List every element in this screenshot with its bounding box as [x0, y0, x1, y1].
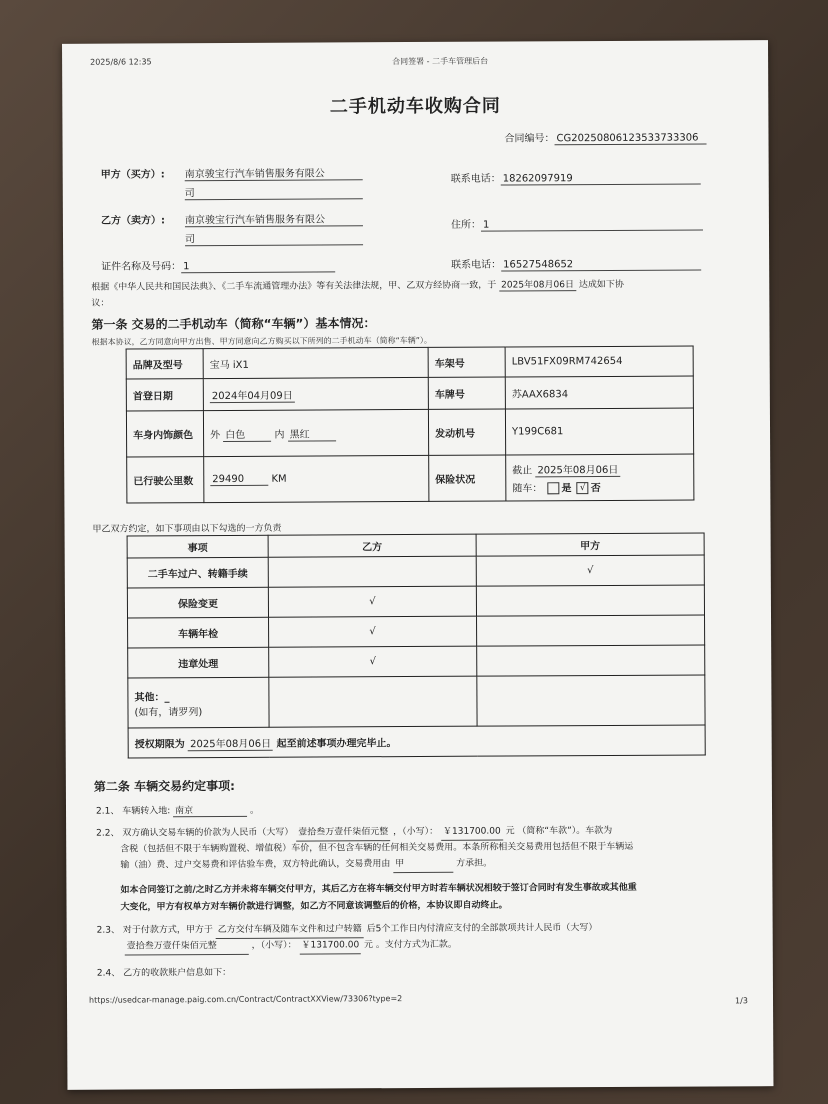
duty-b-mark — [268, 556, 476, 587]
duty-b-mark: √ — [268, 586, 476, 617]
clause-2-3-price-num: ￥131700.00 — [299, 938, 361, 954]
duty-intro: 甲乙双方约定，如下事项由以下勾选的一方负责 — [92, 523, 282, 535]
auth-period — [128, 725, 705, 758]
clause-2-2-price-cn: 壹拾叁万壹仟柒佰元整 — [296, 825, 390, 841]
clause-2-2-payer: 甲 — [393, 857, 453, 873]
clause-2-1 — [96, 803, 259, 818]
clause-2-2-price-num: ￥131700.00 — [441, 825, 503, 841]
no-checkbox: √ — [577, 482, 589, 494]
clause-2-3-cond: 乙方交付车辆及随车文件和过户转籍 — [216, 922, 364, 939]
duty-head-b: 乙方 — [268, 534, 476, 557]
mileage-label: 已行驶公里数 — [127, 457, 204, 503]
clause-2-3 — [97, 920, 757, 939]
basis-date: 2025年08月06日 — [499, 277, 576, 291]
yes-checkbox — [547, 482, 559, 494]
party-b-phone — [451, 255, 701, 272]
clause-2-3-c: ，（小写）： — [251, 940, 297, 951]
duty-item: 保险变更 — [127, 587, 268, 618]
clause-2-3-line2 — [125, 938, 457, 956]
duty-b-mark: √ — [269, 646, 477, 677]
clause-2-2-text-b: ，（小写）： — [393, 826, 439, 838]
duty-row — [128, 645, 705, 678]
basis-line-2: 议： — [91, 298, 110, 309]
color-cell — [203, 409, 428, 456]
duty-head-a: 甲方 — [476, 533, 704, 556]
color-label: 车身内饰颜色 — [126, 411, 203, 457]
article-1-intro: 根据本协议，乙方同意向甲方出售、甲方同意向乙方购买以下所列的二手机动车（简称“车辆”）。 — [91, 335, 432, 347]
insurance-until-prefix: 截止 — [512, 465, 533, 477]
yes-label: 是 — [561, 483, 572, 495]
clause-2-1-end: 。 — [249, 805, 260, 816]
insurance-until-date: 2025年08月06日 — [535, 461, 620, 477]
clause-2-2-line3 — [120, 855, 756, 874]
contract-page — [62, 40, 773, 1090]
party-a-label: 甲方（买方）: — [100, 169, 165, 181]
address-label: 住所： — [450, 219, 481, 231]
clause-2-1-value: 南京 — [173, 803, 247, 817]
clause-2-2-line3a: 输（油）费、过户交易费和评估验车费，双方特此确认，交易费用由 — [120, 859, 391, 871]
duty-a-mark — [476, 585, 704, 616]
id-value: 1 — [181, 260, 335, 273]
color-in-prefix: 内 — [274, 429, 285, 441]
clause-2-2-line3b: 方承担。 — [456, 858, 493, 869]
duty-other-a — [477, 675, 705, 726]
party-a-name-line2: 司 — [185, 183, 363, 200]
mileage-value: 29490 — [210, 473, 268, 485]
print-datetime: 2025/8/6 12:35 — [90, 57, 152, 67]
with-car — [512, 479, 687, 495]
insurance-until — [512, 461, 687, 478]
vin-value: LBV51FX09RM742654 — [505, 346, 693, 377]
party-b-address — [451, 214, 703, 231]
reg-date-value: 2024年04月09日 — [210, 386, 295, 402]
other-label: 其他： — [134, 691, 165, 703]
clause-2-4 — [97, 965, 231, 979]
party-b-label: 乙方（卖方）: — [100, 215, 165, 227]
party-b-phone-label: 联系电话： — [451, 259, 502, 271]
contract-number — [504, 128, 706, 145]
reg-date-label: 首登日期 — [126, 379, 203, 411]
duty-row — [128, 615, 705, 648]
auth-label: 授权期限为 — [134, 738, 185, 750]
auth-suffix: 起至前述事项办理完毕止。 — [276, 737, 397, 750]
color-in-value: 黑红 — [288, 425, 336, 441]
other-value: _ — [164, 691, 170, 703]
plate-value: 苏AAX6834 — [505, 376, 693, 409]
duty-other-cell — [128, 677, 269, 728]
duty-other-note: (如有，请罗列) — [134, 706, 203, 718]
color-out-value: 白色 — [223, 425, 271, 441]
duty-a-mark: √ — [476, 555, 704, 586]
clause-2-3-a: 对于付款方式，甲方于 — [122, 925, 213, 936]
vin-label: 车架号 — [428, 347, 505, 377]
insurance-label: 保险状况 — [429, 455, 506, 501]
duty-a-mark — [477, 645, 705, 676]
party-b-name-line2: 司 — [185, 229, 363, 246]
clause-2-3-num: 2.3、 — [96, 925, 121, 936]
party-a-phone-label: 联系电话： — [450, 173, 501, 185]
clause-2-4-text: 乙方的收款账户信息如下： — [123, 967, 232, 979]
contract-title: 二手机动车收购合同 — [329, 95, 501, 118]
contract-number-value: CG20250806123533733306 — [554, 132, 706, 145]
id-label: 证件名称及号码： — [101, 261, 182, 273]
duty-item: 违章处理 — [128, 647, 269, 678]
footer-url: https://usedcar-manage.paig.com.cn/Contract/ContractXXView/73306?type=2 — [88, 994, 403, 1005]
footer-page: 1/3 — [735, 996, 748, 1006]
clause-2-3-price-cn: 壹拾叁万壹仟柒佰元整 — [125, 939, 249, 956]
clause-2-1-text: 车辆转入地: — [122, 806, 171, 817]
duty-b-mark: √ — [269, 616, 477, 647]
basis-text-end: 达成如下协 — [578, 279, 624, 291]
clause-2-2-line2: 含税（包括但不限于车辆购置税、增值税）车价，但不包含车辆的任何相关交易费用。本条所称相关交易费用包括但不限于车辆运 — [120, 841, 634, 855]
engine-label: 发动机号 — [428, 409, 505, 455]
clause-2-4-num: 2.4、 — [96, 968, 121, 979]
duty-row — [127, 585, 704, 618]
brand-value: 宝马 iX1 — [203, 347, 428, 378]
basis-line — [91, 277, 624, 294]
with-car-label: 随车： — [512, 483, 543, 495]
duty-item: 二手车过户、转籍手续 — [127, 557, 268, 588]
no-label: 否 — [590, 483, 601, 495]
duty-row — [127, 555, 704, 588]
print-page-title: 合同签署 - 二手车管理后台 — [392, 56, 489, 67]
clause-2-1-num: 2.1、 — [95, 806, 120, 817]
duty-item: 车辆年检 — [128, 617, 269, 648]
brand-label: 品牌及型号 — [126, 349, 203, 379]
duty-table — [127, 532, 706, 758]
party-b-phone-value: 16527548652 — [501, 259, 701, 272]
party-b-name-line1: 南京骏宝行汽车销售服务有限公 — [185, 210, 363, 227]
party-a-phone-value: 18262097919 — [501, 173, 701, 186]
duty-other-b — [269, 676, 477, 727]
clause-2-3-d: 元 。支付方式为汇款。 — [364, 939, 457, 951]
mileage-unit: KM — [271, 473, 287, 485]
article-1-title: 第一条 交易的二手机动车（简称“车辆”）基本情况： — [91, 316, 376, 332]
clause-2-2-num: 2.2、 — [96, 828, 120, 839]
clause-2-3-b: 后5个工作日内付清应支付的全部款项共计人民币（大写） — [366, 923, 598, 935]
address-value: 1 — [481, 218, 703, 231]
article-2-title: 第二条 车辆交易约定事项: — [93, 778, 235, 794]
party-b-name — [185, 210, 363, 246]
party-a-name — [185, 164, 363, 200]
bold-notice-line2: 大变化，甲方有权单方对车辆价款进行调整，如乙方不同意该调整后的价格，本协议即自动终止。 — [120, 900, 508, 913]
insurance-cell — [506, 454, 694, 501]
basis-text: 根据《中华人民共和国民法典》、《二手车流通管理办法》等有关法律法规，甲、乙双方经协商一致，于 — [91, 280, 497, 293]
plate-label: 车牌号 — [428, 377, 505, 409]
id-info — [101, 256, 335, 273]
reg-date-cell — [203, 377, 428, 410]
duty-head-item: 事项 — [127, 535, 268, 558]
party-a-phone — [451, 169, 701, 186]
engine-value: Y199C681 — [505, 408, 693, 455]
bold-notice-line1: 如本合同签订之前/之时乙方并未将车辆交付甲方，其后乙方在将车辆交付甲方时若车辆状况相较于签订合同时有发生事故或其他重 — [120, 882, 637, 896]
contract-number-label: 合同编号： — [504, 133, 555, 145]
party-a-name-line1: 南京骏宝行汽车销售服务有限公 — [185, 164, 363, 181]
auth-date: 2025年08月06日 — [188, 734, 273, 750]
color-out-prefix: 外 — [210, 429, 221, 441]
clause-2-2-text-c: 元 （简称“车款”）。车款为 — [505, 825, 613, 837]
duty-a-mark — [477, 615, 705, 646]
clause-2-2-text-a: 双方确认交易车辆的价款为人民币（大写） — [122, 827, 294, 839]
mileage-cell — [204, 455, 429, 502]
duty-other-label — [134, 687, 262, 703]
vehicle-info-table — [126, 346, 695, 504]
